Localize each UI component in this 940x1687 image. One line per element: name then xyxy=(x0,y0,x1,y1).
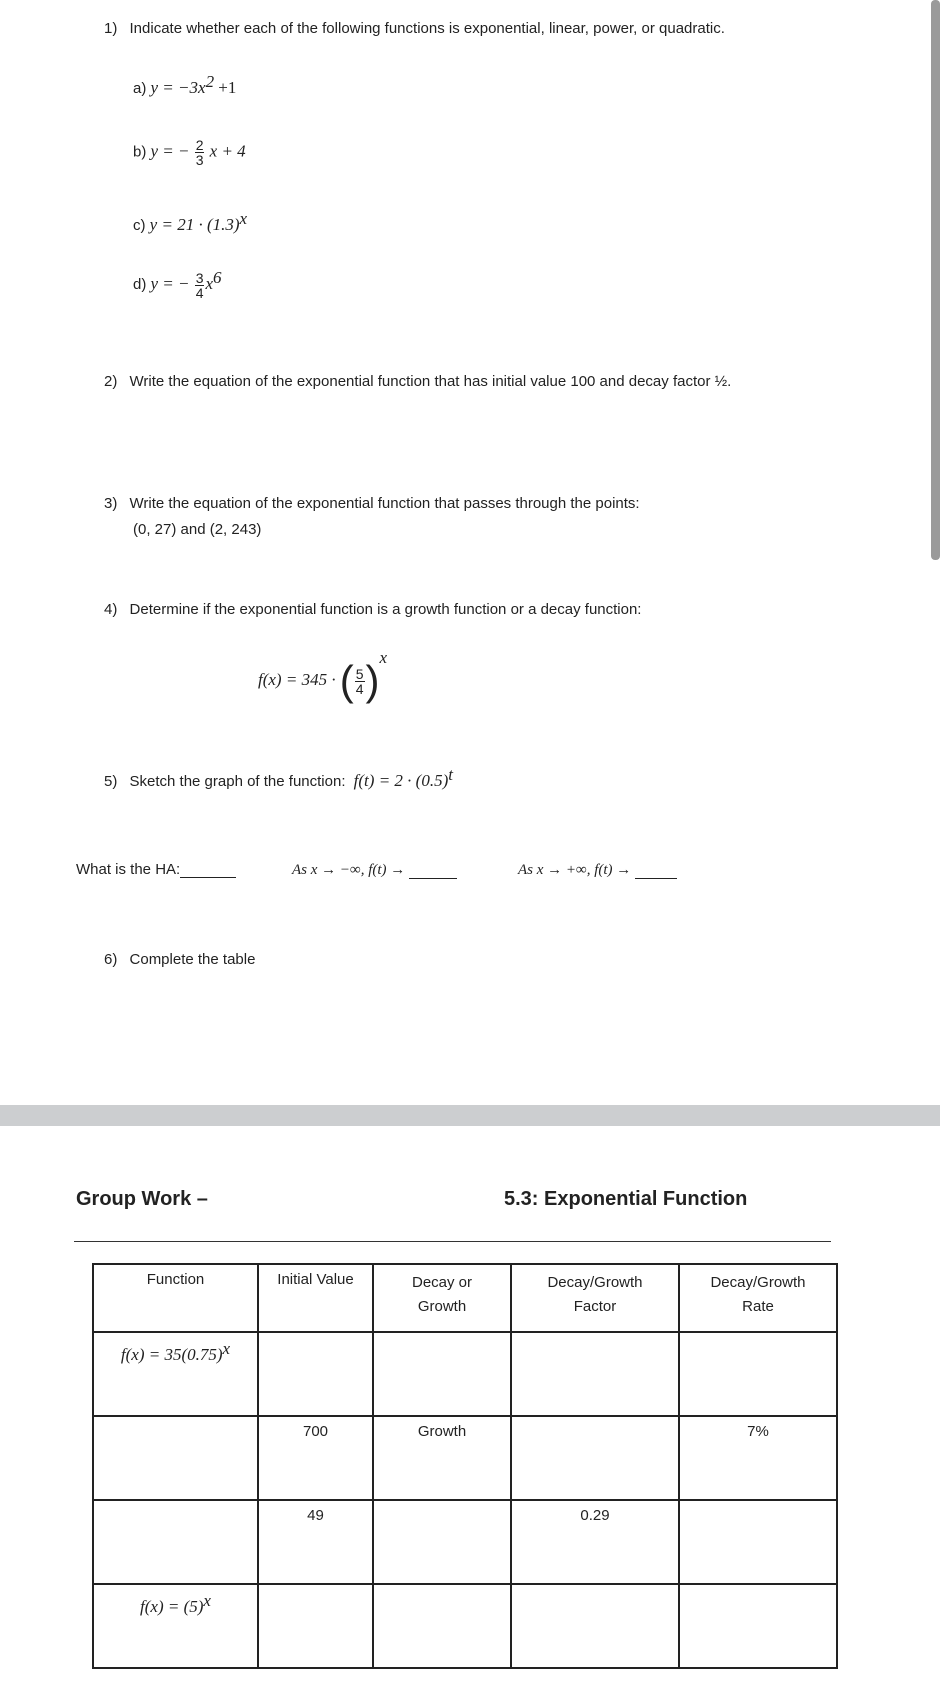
header-factor: Decay/Growth Factor xyxy=(511,1264,679,1332)
q5-number: 5) xyxy=(104,773,118,790)
group-work-title: Group Work – xyxy=(76,1188,208,1210)
q1d-lhs: y = − xyxy=(150,274,190,293)
table-header-row xyxy=(93,1264,837,1332)
q4-den: 4 xyxy=(355,680,364,697)
q1c-lhs: y = 21 · (1.3) xyxy=(149,215,240,234)
cell-factor[interactable] xyxy=(511,1416,679,1500)
question-3 xyxy=(104,495,640,512)
cell-type[interactable] xyxy=(373,1500,511,1584)
section-title: 5.3: Exponential Function xyxy=(504,1188,748,1210)
q1b-fraction xyxy=(195,138,205,167)
q1a-label: a) xyxy=(133,80,147,97)
q1-text: Indicate whether each of the following functions is exponential, linear, power, or quadratic. xyxy=(129,20,725,37)
cell-initial[interactable] xyxy=(258,1584,373,1668)
q1a-exp: 2 xyxy=(205,72,215,91)
exponential-table xyxy=(92,1263,838,1669)
cell-type[interactable]: Growth xyxy=(373,1416,511,1500)
question-2 xyxy=(104,373,731,390)
limit-positive xyxy=(518,861,677,879)
cell-function[interactable]: $f(x) = (5)^x$ xyxy=(93,1584,258,1668)
cell-type[interactable] xyxy=(373,1332,511,1416)
q1b-rest: x + 4 xyxy=(209,141,246,161)
q6-text: Complete the table xyxy=(129,951,256,968)
q1d-num: 3 xyxy=(195,269,204,286)
q1d-exp: 6 xyxy=(213,268,222,287)
cell-rate[interactable] xyxy=(679,1584,837,1668)
q1d-var: x xyxy=(205,274,214,293)
q3-number: 3) xyxy=(104,495,118,512)
table-row xyxy=(93,1500,837,1584)
q1c-label: c) xyxy=(133,217,146,234)
question-1 xyxy=(104,20,725,37)
q4-lhs: f(x) = 345 · xyxy=(258,670,336,689)
q5-exp: t xyxy=(448,765,453,784)
table-row xyxy=(93,1332,837,1416)
cell-rate[interactable] xyxy=(679,1332,837,1416)
header-initial-value: Initial Value xyxy=(258,1264,373,1332)
q2-number: 2) xyxy=(104,373,118,390)
q4-text: Determine if the exponential function is a growth function or a decay function: xyxy=(129,601,642,618)
scrollbar[interactable] xyxy=(931,0,940,560)
q4-function: f(x) = 345 · ( $\frac{5}{4}$ )$^x$ xyxy=(258,648,388,705)
q1-part-c xyxy=(133,209,247,235)
q1-part-a xyxy=(133,72,236,98)
q1c-exp: x xyxy=(239,209,248,228)
cell-factor[interactable] xyxy=(511,1332,679,1416)
q1-part-d xyxy=(133,268,222,300)
q6-number: 6) xyxy=(104,951,118,968)
limit-neg-text: As x → −∞, f(t) → xyxy=(292,862,406,878)
q1-part-b xyxy=(133,138,246,167)
page-divider xyxy=(0,1105,940,1126)
q3-points: (0, 27) and (2, 243) xyxy=(133,521,262,538)
q4-fraction xyxy=(355,667,365,696)
q1a-rest: +1 xyxy=(218,78,237,97)
q1b-den: 3 xyxy=(195,152,204,168)
cell-function[interactable] xyxy=(93,1500,258,1584)
cell-type[interactable] xyxy=(373,1584,511,1668)
header-function: Function xyxy=(93,1264,258,1332)
limit-neg-blank[interactable] xyxy=(409,864,457,879)
limit-pos-text: As x → +∞, f(t) → xyxy=(518,862,632,878)
cell-factor[interactable] xyxy=(511,1584,679,1668)
cell-initial[interactable]: 49 xyxy=(258,1500,373,1584)
q1-number: 1) xyxy=(104,20,118,37)
q1d-fraction xyxy=(195,271,205,300)
question-4 xyxy=(104,601,641,618)
q5-func: f(t) = 2 · (0.5) xyxy=(353,771,449,790)
cell-initial[interactable]: 700 xyxy=(258,1416,373,1500)
q4-number: 4) xyxy=(104,601,118,618)
header-decay-or-growth: Decay or Growth xyxy=(373,1264,511,1332)
ha-blank[interactable] xyxy=(180,863,236,878)
q4-exp: x xyxy=(379,648,388,667)
table-row xyxy=(93,1584,837,1668)
header-rate: Decay/Growth Rate xyxy=(679,1264,837,1332)
q1a-lhs: y = −3x xyxy=(150,78,206,97)
question-5 xyxy=(104,765,453,791)
question-6 xyxy=(104,951,255,968)
q2-text: Write the equation of the exponential function that has initial value 100 and decay factor ½. xyxy=(129,373,732,390)
cell-function[interactable]: $f(x) = 35(0.75)^x$ xyxy=(93,1332,258,1416)
q1d-label: d) xyxy=(133,276,147,293)
limit-negative xyxy=(292,861,457,879)
limit-pos-blank[interactable] xyxy=(635,864,677,879)
cell-rate[interactable] xyxy=(679,1500,837,1584)
ha-label: What is the HA: xyxy=(76,861,181,878)
q1d-den: 4 xyxy=(195,284,204,301)
q1b-lhs: y = − xyxy=(150,141,190,161)
q1b-label: b) xyxy=(133,143,147,161)
q1b-num: 2 xyxy=(195,137,204,153)
table-row xyxy=(93,1416,837,1500)
cell-factor[interactable]: 0.29 xyxy=(511,1500,679,1584)
q4-num: 5 xyxy=(355,665,364,682)
cell-function[interactable] xyxy=(93,1416,258,1500)
ha-question xyxy=(76,861,236,878)
q3-text: Write the equation of the exponential function that passes through the points: xyxy=(129,495,640,512)
cell-rate[interactable]: 7% xyxy=(679,1416,837,1500)
header-rule xyxy=(74,1241,831,1242)
q5-text: Sketch the graph of the function: xyxy=(129,773,346,790)
cell-initial[interactable] xyxy=(258,1332,373,1416)
